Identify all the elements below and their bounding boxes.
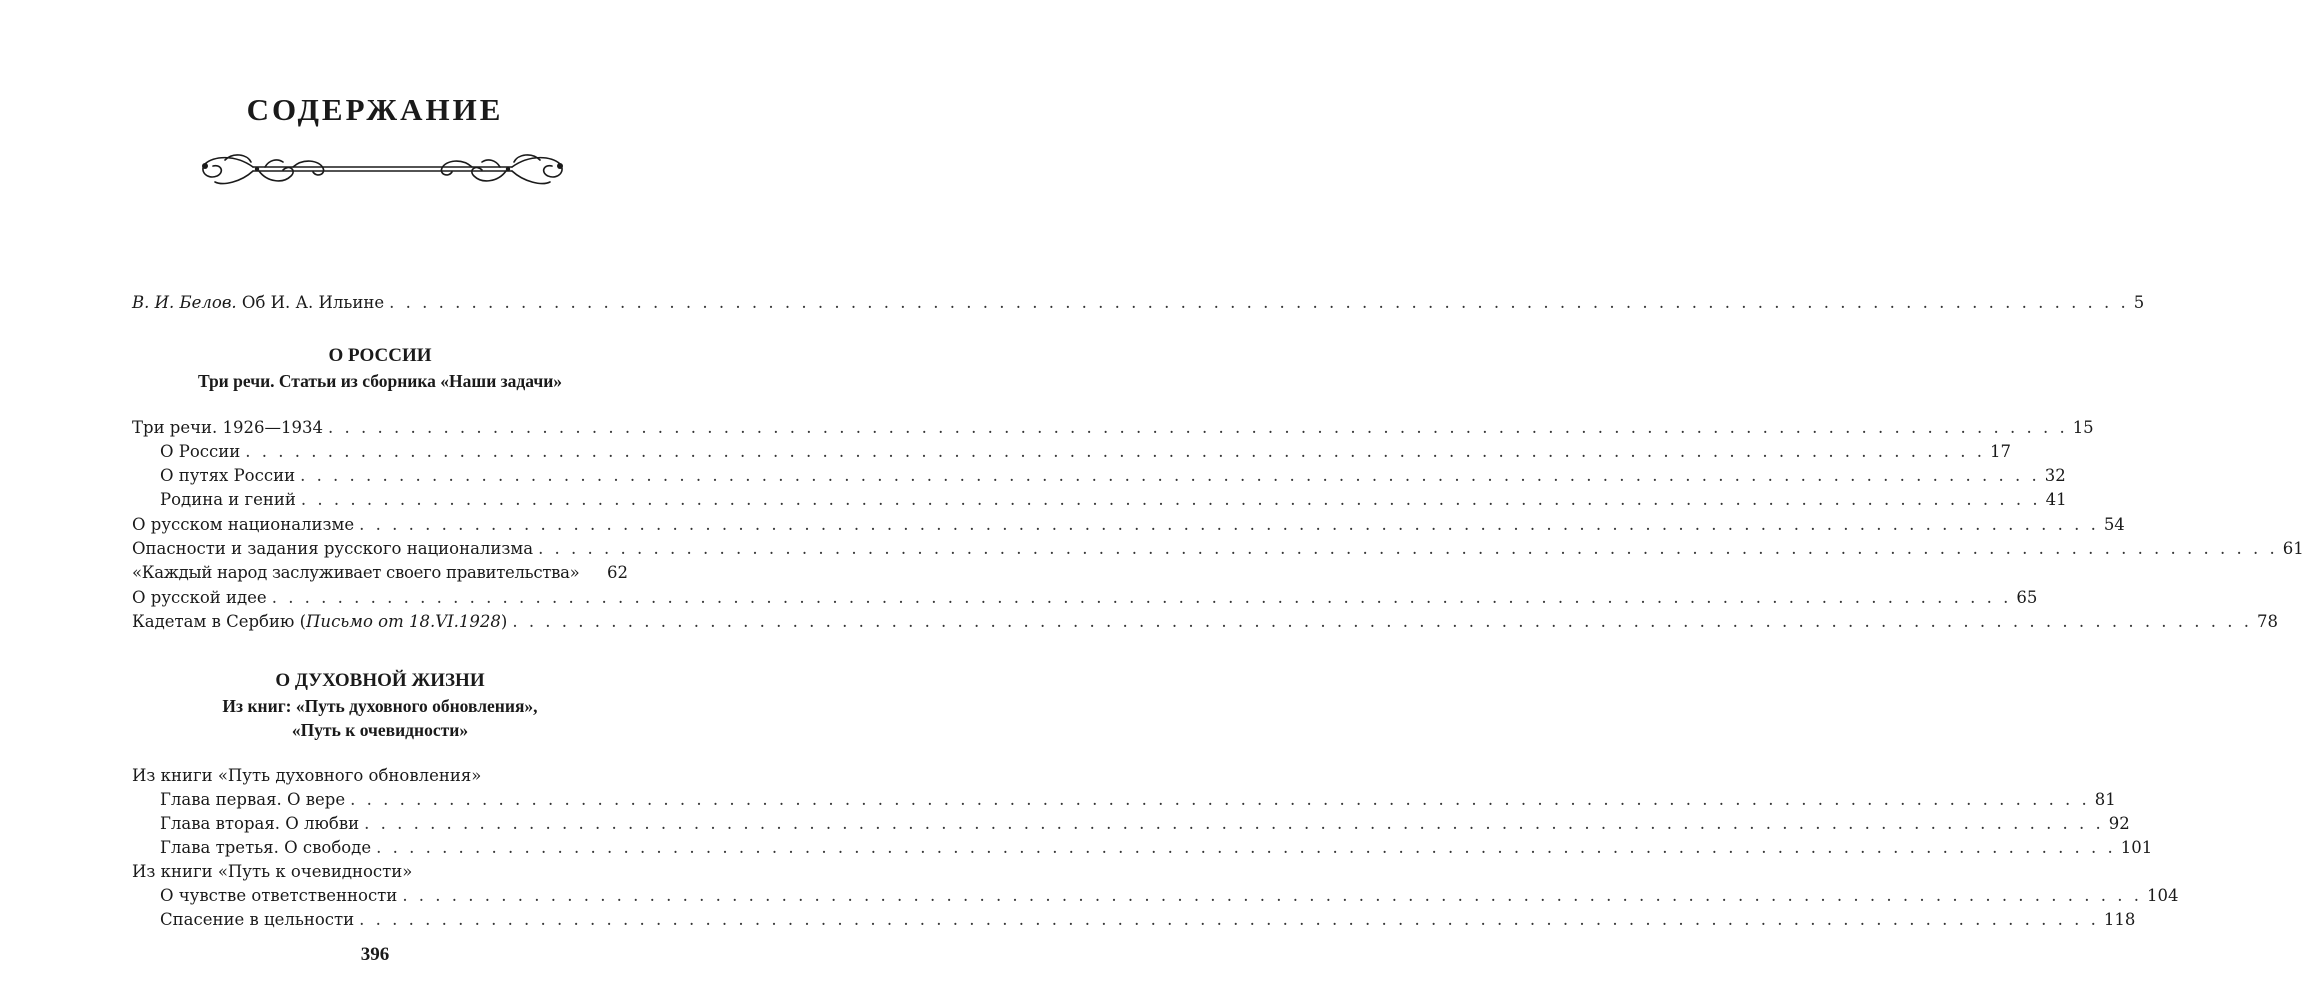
toc-entry — [132, 417, 2094, 439]
toc-entry — [132, 514, 2125, 536]
book-heading: Из книги «Путь духовного обновления» — [132, 766, 482, 785]
entry-title: «Каждый народ заслуживает своего правительства» — [132, 563, 580, 582]
entry-title: Глава вторая. О любви — [160, 814, 360, 833]
toc-entry — [160, 813, 2130, 835]
page-number: 41 — [2045, 490, 2067, 509]
toc-entry-cadets — [132, 611, 2278, 633]
dot-leader: . . . . . . . . . . . . . . . . . . . . . . . . . . . . . . . . . . . . . . . . . . . . . . . . . . . . . . . . . . . . . . . . . . . . . . . . . . . . . . . . . . . . . . . . . . . . . . . . . . . . . . . . . . — [364, 814, 2104, 833]
section-subtitle: Из книг: «Путь духовного обновления», — [222, 696, 538, 716]
entry-title: Глава третья. О свободе — [160, 838, 372, 857]
entry-title: О чувстве ответственности — [160, 886, 398, 905]
section-subtitle: «Путь к очевидности» — [291, 720, 469, 740]
dot-leader: . . . . . . . . . . . . . . . . . . . . . . . . . . . . . . . . . . . . . . . . . . . . . . . . . . . . . . . . . . . . . . . . . . . . . . . . . . . . . . . . . . . . . . . . . . . . . . . . . . . . . . . . . . — [359, 515, 2099, 534]
page-number: 101 — [2120, 838, 2153, 857]
section-heading: О ДУХОВНОЙ ЖИЗНИ — [275, 670, 485, 691]
scroll-ornament-icon — [195, 148, 570, 192]
page-folio: 396 — [360, 944, 390, 965]
page-number: 81 — [2094, 790, 2116, 809]
toc-entry-intro — [132, 292, 2145, 314]
toc-entry — [160, 885, 2179, 907]
dot-leader: . . . . . . . . . . . . . . . . . . . . . . . . . . . . . . . . . . . . . . . . . . . . . . . . . . . . . . . . . . . . . . . . . . . . . . . . . . . . . . . . . . . . . . . . . . . . . . . . . . . . . . . . . . — [271, 588, 2012, 607]
page-number: 54 — [2103, 515, 2125, 534]
dot-leader: . . . . . . . . . . . . . . . . . . . . . . . . . . . . . . . . . . . . . . . . . . . . . . . . . . . . . . . . . . . . . . . . . . . . . . . . . . . . . . . . . . . . . . . . . . . . . . . . . . . . . . . . . . — [512, 612, 2252, 631]
toc-entry — [132, 538, 2304, 560]
dot-leader: . . . . . . . . . . . . . . . . . . . . . . . . . . . . . . . . . . . . . . . . . . . . . . . . . . . . . . . . . . . . . . . . . . . . . . . . . . . . . . . . . . . . . . . . . . . . . . . . . . . . . . . . . . — [376, 838, 2116, 857]
page-title: СОДЕРЖАНИЕ — [246, 92, 504, 127]
entry-title: Три речи. 1926—1934 — [132, 418, 324, 437]
section-subtitle: Три речи. Статьи из сборника «Наши задачи» — [197, 371, 563, 391]
page-number: 32 — [2044, 466, 2066, 485]
entry-title: Спасение в цельности — [160, 910, 355, 929]
entry-author: В. И. Белов. — [132, 293, 237, 312]
dot-leader: . . . . . . . . . . . . . . . . . . . . . . . . . . . . . . . . . . . . . . . . . . . . . . . . . . . . . . . . . . . . . . . . . . . . . . . . . . . . . . . . . . . . . . . . . . . . . . . . . . . . . . . . . . — [389, 293, 2129, 312]
toc-entry — [132, 562, 628, 584]
dot-leader: . . . . . . . . . . . . . . . . . . . . . . . . . . . . . . . . . . . . . . . . . . . . . . . . . . . . . . . . . . . . . . . . . . . . . . . . . . . . . . . . . . . . . . . . . . . . . . . . . . . . . . . . . . — [402, 886, 2142, 905]
section-heading: О РОССИИ — [328, 345, 432, 366]
dot-leader: . . . . . . . . . . . . . . . . . . . . . . . . . . . . . . . . . . . . . . . . . . . . . . . . . . . . . . . . . . . . . . . . . . . . . . . . . . . . . . . . . . . . . . . . . . . . . . . . . . . . . . . . . . — [300, 466, 2040, 485]
toc-entry — [160, 489, 2067, 511]
page-number: 78 — [2257, 612, 2278, 631]
entry-title: О путях России — [160, 466, 296, 485]
toc-entry — [160, 837, 2153, 859]
dot-leader: . . . . . . . . . . . . . . . . . . . . . . . . . . . . . . . . . . . . . . . . . . . . . . . . . . . . . . . . . . . . . . . . . . . . . . . . . . . . . . . . . . . . . . . . . . . . . . . . . . . . . . . . . . — [300, 490, 2041, 509]
entry-title-end: ) — [500, 612, 508, 631]
entry-title: О России — [160, 442, 241, 461]
page-number: 5 — [2133, 293, 2145, 312]
toc-entry — [160, 465, 2066, 487]
page-number: 92 — [2108, 814, 2130, 833]
toc-entry — [160, 441, 2011, 463]
dot-leader: . . . . . . . . . . . . . . . . . . . . . . . . . . . . . . . . . . . . . . . . . . . . . . . . . . . . . . . . . . . . . . . . . . . . . . . . . . . . . . . . . . . . . . . . . . . . . . . . . . . . . . . . . . — [350, 790, 2090, 809]
dot-leader: . . . . . . . . . . . . . . . . . . . . . . . . . . . . . . . . . . . . . . . . . . . . . . . . . . . . . . . . . . . . . . . . . . . . . . . . . . . . . . . . . . . . . . . . . . . . . . . . . . . . . . . . . . — [359, 910, 2099, 929]
book-heading: Из книги «Путь к очевидности» — [132, 862, 413, 881]
entry-title: Опасности и задания русского национализма — [132, 539, 534, 558]
entry-title: О русской идее — [132, 588, 267, 607]
dot-leader: . . . . . . . . . . . . . . . . . . . . . . . . . . . . . . . . . . . . . . . . . . . . . . . . . . . . . . . . . . . . . . . . . . . . . . . . . . . . . . . . . . . . . . . . . . . . . . . . . . . . . . . . . . — [245, 442, 1985, 461]
page-number: 61 — [2282, 539, 2304, 558]
toc-entry — [132, 587, 2038, 609]
page-number: 62 — [607, 563, 628, 582]
toc-entry — [160, 789, 2116, 811]
entry-title: Родина и гений — [160, 490, 296, 509]
page-number: 15 — [2072, 418, 2094, 437]
entry-title: Глава первая. О вере — [160, 790, 346, 809]
entry-title: О русском национализме — [132, 515, 355, 534]
entry-title: Об И. А. Ильине — [236, 293, 385, 312]
page-number: 118 — [2103, 910, 2136, 929]
dot-leader: . . . . . . . . . . . . . . . . . . . . . . . . . . . . . . . . . . . . . . . . . . . . . . . . . . . . . . . . . . . . . . . . . . . . . . . . . . . . . . . . . . . . . . . . . . . . . . . . . . . . . . . . . . — [538, 539, 2278, 558]
dot-leader: . . . . . . . . . . . . . . . . . . . . . . . . . . . . . . . . . . . . . . . . . . . . . . . . . . . . . . . . . . . . . . . . . . . . . . . . . . . . . . . . . . . . . . . . . . . . . . . . . . . . . . . . . . — [328, 418, 2068, 437]
page-number: 65 — [2016, 588, 2038, 607]
entry-title-italic: Письмо от 18.VI.1928 — [306, 612, 501, 631]
entry-title-start: Кадетам в Сербию ( — [132, 612, 307, 631]
page-number: 104 — [2146, 886, 2179, 905]
page-number: 17 — [1989, 442, 2011, 461]
toc-entry — [160, 909, 2136, 931]
